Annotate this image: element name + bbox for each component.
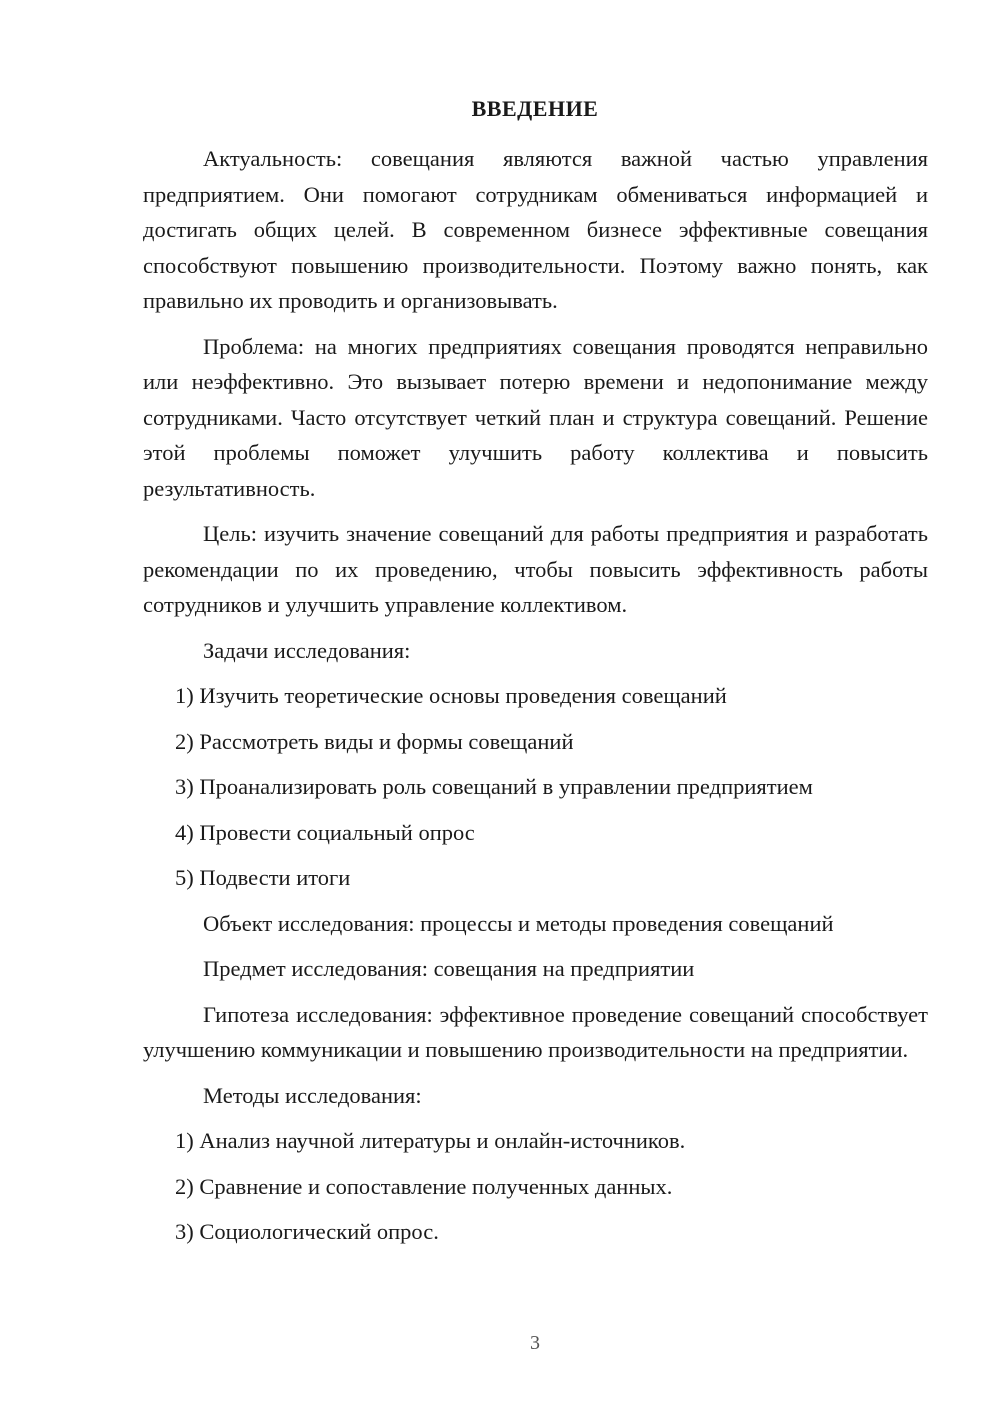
document-body — [143, 141, 928, 1260]
task-item: 1) Изучить теоретические основы проведения совещаний — [175, 683, 727, 708]
method-item: 3) Социологический опрос. — [175, 1219, 439, 1244]
page-number: 3 — [530, 1332, 540, 1354]
method-item: 2) Сравнение и сопоставление полученных данных. — [175, 1173, 673, 1199]
task-item: 3) Проанализировать роль совещаний в управлении предприятием — [175, 774, 813, 799]
goal-paragraph: Цель: изучить значение совещаний для работы предприятия и разработать рекомендации по их проведению, чтобы повысить эффективность работы сотрудников и улучшить управление коллективом. — [143, 521, 928, 617]
problem-paragraph: Проблема: на многих предприятиях совещания проводятся неправильно или неэффективно. Это вызывает потерю времени и недопонимание между сотрудниками. Часто отсутствует четкий план и структура совещаний. Решение этой проблемы поможет улучшить работу коллектива и повысить результативность. — [143, 333, 928, 501]
research-subject: Предмет исследования: совещания на предприятии — [203, 956, 695, 981]
method-item: 1) Анализ научной литературы и онлайн-источников. — [175, 1128, 686, 1153]
methods-title: Методы исследования: — [203, 1082, 422, 1108]
task-item: 4) Провести социальный опрос — [175, 819, 475, 845]
hypothesis-paragraph: Гипотеза исследования: эффективное проведение совещаний способствует улучшению коммуникации и повышению производительности на предприятии. — [143, 1001, 928, 1062]
task-item: 5) Подвести итоги — [175, 865, 351, 890]
relevance-paragraph: Актуальность: совещания являются важной частью управления предприятием. Они помогают сотрудникам обмениваться информацией и достигать общих целей. В современном бизнесе эффективные совещания способствуют повышению производительности. Поэтому важно понять, как правильно их проводить и организовывать. — [143, 146, 928, 313]
tasks-title: Задачи исследования: — [203, 637, 411, 663]
research-object: Объект исследования: процессы и методы проведения совещаний — [203, 910, 834, 936]
page-title: ВВЕДЕНИЕ — [471, 96, 599, 121]
task-item: 2) Рассмотреть виды и формы совещаний — [175, 728, 574, 754]
